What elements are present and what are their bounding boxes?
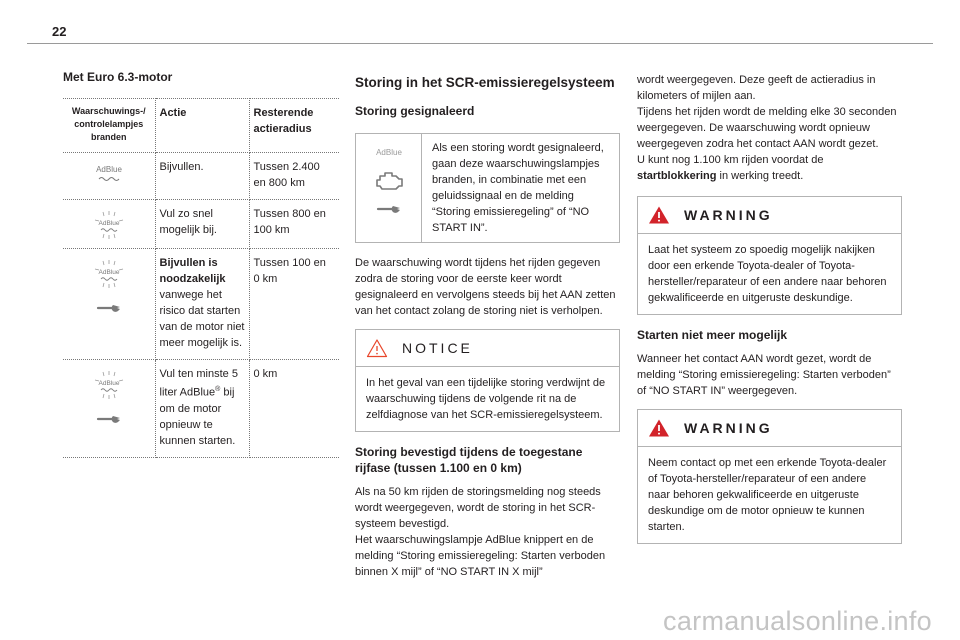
subheading-confirmed: Storing bevestigd tijdens de toegestane rijfase (tussen 1.100 en 0 km) [355, 445, 583, 475]
warning-text: Neem contact op met een erkende Toyota-dealer of Toyota-hersteller/reparateur of een andere naar behoren gekwalificeerde en uitgeruste deskundige om de motor opnieuw te kunnen starten. [648, 457, 887, 533]
subheading-no-start: Starten niet meer mogelijk [637, 328, 788, 342]
svg-text:AdBlue: AdBlue [95, 165, 122, 174]
euro-engine-heading: Met Euro 6.3-motor [63, 70, 173, 84]
table-row [63, 249, 339, 360]
svg-text:AdBlue: AdBlue [375, 148, 402, 157]
wrench-icon [96, 303, 122, 313]
svg-text:AdBlue: AdBlue [98, 380, 120, 387]
svg-text:AdBlue: AdBlue [98, 220, 120, 227]
row-action: Bijvullen. [155, 153, 249, 200]
engine-warning-icon [374, 170, 404, 192]
notice-box [355, 329, 620, 432]
adblue-flashing-lamp-icon [89, 370, 129, 400]
startblokkering-term: startblokkering [637, 170, 717, 182]
table-header-lamps: Waarschuwings-/ controlelampjes branden [63, 99, 155, 153]
svg-text:AdBlue: AdBlue [98, 269, 120, 276]
warning-text: Laat het systeem zo spoedig mogelijk nakijken door een erkende Toyota-dealer of Toyota-hersteller/reparateur of een andere naar behoren gekwalificeerde en uitgeruste deskundige. [648, 244, 887, 304]
right-column [637, 70, 902, 556]
table-row [63, 360, 339, 458]
notice-text: In het geval van een tijdelijke storing verdwijnt de waarschuwing tijdens de volgende rit na de zelfdiagnose van het SCR-emissieregelsysteem. [366, 377, 606, 421]
wrench-icon [376, 204, 402, 214]
watermark: carmanualsonline.info [663, 606, 932, 636]
warning-title: WARNING [684, 420, 773, 436]
warning-lamps-box [355, 133, 620, 243]
paragraph: Als na 50 km rijden de storingsmelding nog steeds wordt weergegeven, wordt de storing in het SCR-systeem bevestigd. Het waarschuwingslampje AdBlue knippert en de melding “Storing emissieregeling: Starten verboden binnen X mijl” of “NO START IN X mijl” [355, 486, 606, 578]
table-header-action: Actie [155, 99, 249, 153]
notice-title: NOTICE [402, 340, 473, 356]
adblue-flashing-lamp-icon [89, 210, 129, 240]
paragraph: wordt weergegeven. Deze geeft de actieradius in kilometers of mijlen aan. Tijdens het rijden wordt de melding elke 30 seconden weergegeven. De waarschuwing wordt opnieuw weergegeven zodra het contact AAN wordt gezet. U kunt nog 1.100 km rijden voordat de startblokkering in werking treedt. [637, 74, 897, 182]
table-row [63, 200, 339, 249]
table-row [63, 153, 339, 200]
adblue-lamp-icon [89, 163, 129, 185]
row-action: Vul ten minste 5 liter AdBlue [159, 368, 238, 399]
table-header-range: Resterende actieradius [249, 99, 339, 153]
warning-triangle-icon [648, 418, 670, 438]
registered-mark: ® [215, 386, 221, 393]
adblue-flashing-lamp-icon [89, 259, 129, 289]
row-action-emphasis: Bijvullen is noodzakelijk [159, 257, 226, 285]
warning-box [637, 196, 902, 315]
adblue-lamp-icon [369, 146, 409, 158]
row-range: Tussen 2.400 en 800 km [249, 153, 339, 200]
notice-triangle-icon [366, 338, 388, 358]
row-range: 0 km [249, 360, 339, 458]
row-range: Tussen 100 en 0 km [249, 249, 339, 360]
middle-column [355, 70, 620, 590]
header-divider [27, 43, 933, 44]
adblue-range-table [63, 98, 339, 458]
paragraph: De waarschuwing wordt tijdens het rijden gegeven zodra de storing voor de eerste keer wordt gesignaleerd en vervolgens steeds bij het AAN zetten van het contact zolang de storing niet is verholpen. [355, 257, 616, 317]
row-action-cont: bij om de motor opnieuw te kunnen starten. [159, 386, 236, 447]
subheading-detected: Storing gesignaleerd [355, 104, 475, 118]
warning-title: WARNING [684, 207, 773, 223]
row-action: Vul zo snel mogelijk bij. [155, 200, 249, 249]
warning-triangle-icon [648, 205, 670, 225]
page-number: 22 [52, 24, 67, 39]
section-title: Storing in het SCR-emissieregelsysteem [355, 75, 615, 90]
paragraph: Wanneer het contact AAN wordt gezet, wordt de melding “Storing emissieregeling: Starten verboden” of “NO START IN” weergegeven. [637, 353, 891, 397]
warning-lamps-text: Als een storing wordt gesignaleerd, gaan deze waarschuwingslampjes branden, in combinatie met een geluidssignaal en de melding “Storing emissieregeling” of “NO START IN”. [432, 142, 604, 234]
row-action: vanwege het risico dat starten van de motor niet meer mogelijk is. [159, 289, 245, 349]
warning-box [637, 409, 902, 544]
wrench-icon [96, 414, 122, 424]
left-column [63, 70, 339, 458]
row-range: Tussen 800 en 100 km [249, 200, 339, 249]
table-header-row [63, 99, 339, 153]
